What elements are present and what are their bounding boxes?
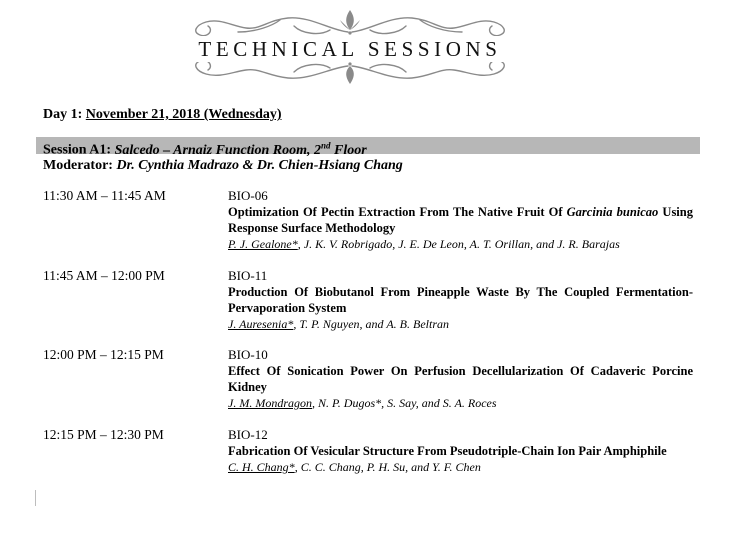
- page-title: TECHNICAL SESSIONS: [184, 36, 516, 62]
- moderator-line: [43, 157, 403, 174]
- paper-code: BIO-10: [228, 347, 268, 362]
- paper-title: Effect Of Sonication Power On Perfusion Decellularization Of Cadaveric Porcine Kidney: [228, 364, 693, 394]
- day-label: Day 1:: [43, 107, 83, 122]
- session-heading: [43, 137, 367, 159]
- slot-time: 12:00 PM – 12:15 PM: [43, 347, 164, 362]
- presenting-author: P. J. Gealone*: [228, 237, 298, 251]
- slot-time: 11:45 AM – 12:00 PM: [43, 268, 165, 283]
- session-venue: Salcedo – Arnaiz Function Room, 2nd Floor: [114, 140, 367, 158]
- slot-time: 11:30 AM – 11:45 AM: [43, 188, 166, 203]
- paper-authors: P. J. Gealone*, J. K. V. Robrigado, J. E. De Leon, A. T. Orillan, and J. R. Barajas: [228, 237, 620, 251]
- paper-title: Optimization Of Pectin Extraction From The Native Fruit Of Garcinia bunicao Using Response Surface Methodology: [228, 205, 693, 235]
- slot-body: [228, 188, 693, 252]
- day-date: November 21, 2018 (Wednesday): [85, 107, 282, 122]
- paper-title: Fabrication Of Vesicular Structure From Pseudotriple-Chain Ion Pair Amphiphile: [228, 444, 667, 458]
- day-heading: [43, 107, 282, 123]
- presenting-author: J. M. Mondragon: [228, 396, 312, 410]
- paper-code: BIO-06: [228, 188, 268, 203]
- paper-code: BIO-12: [228, 427, 268, 442]
- paper-code: BIO-11: [228, 268, 268, 283]
- session-label: Session A1:: [43, 142, 112, 158]
- slot-body: [228, 268, 693, 332]
- slot-time: 12:15 PM – 12:30 PM: [43, 427, 164, 442]
- presenting-author: J. Auresenia*: [228, 317, 294, 331]
- moderator-label: Moderator:: [43, 158, 113, 173]
- paper-authors: J. M. Mondragon, N. P. Dugos*, S. Say, and S. A. Roces: [228, 396, 497, 410]
- slot-body: [228, 347, 693, 411]
- slot-body: [228, 427, 693, 475]
- paper-title: Production Of Biobutanol From Pineapple Waste By The Coupled Fermentation- Pervaporation System: [228, 285, 693, 315]
- paper-authors: J. Auresenia*, T. P. Nguyen, and A. B. Beltran: [228, 317, 449, 331]
- moderator-names: Dr. Cynthia Madrazo & Dr. Chien-Hsiang Chang: [116, 158, 403, 173]
- paper-authors: C. H. Chang*, C. C. Chang, P. H. Su, and Y. F. Chen: [228, 460, 481, 474]
- presenting-author: C. H. Chang*: [228, 460, 295, 474]
- page-margin-mark: [35, 490, 36, 506]
